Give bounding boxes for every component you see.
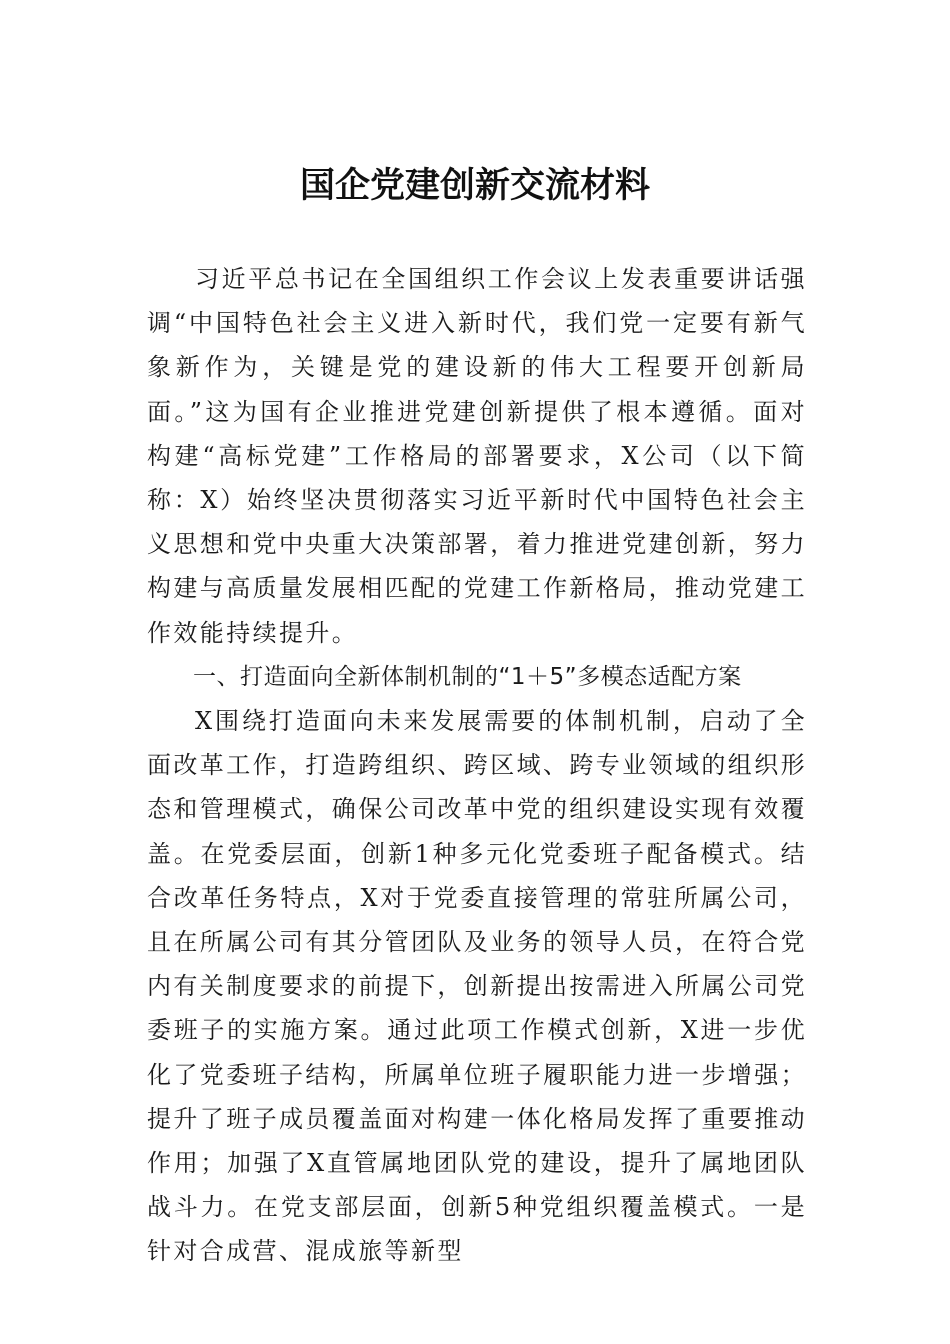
document-body	[147, 257, 807, 1274]
section-heading: 一、打造面向全新体制机制的“1＋5”多模态适配方案	[193, 663, 742, 690]
intro-paragraph: 习近平总书记在全国组织工作会议上发表重要讲话强调“中国特色社会主义进入新时代，我们党一定要有新气象新作为，关键是党的建设新的伟大工程要开创新局面。”这为国有企业推进党建创新提供了根本遵循。面对构建“高标党建”工作格局的部署要求，X公司（以下简称：X）始终坚决贯彻落实习近平新时代中国特色社会主义思想和党中央重大决策部署，着力推进党建创新，努力构建与高质量发展相匹配的党建工作新格局，推动党建工作效能持续提升。	[147, 265, 807, 647]
document-title: 国企党建创新交流材料	[299, 165, 650, 206]
section-paragraph: X围绕打造面向未来发展需要的体制机制，启动了全面改革工作，打造跨组织、跨区域、跨专业领域的组织形态和管理模式，确保公司改革中党的组织建设实现有效覆盖。在党委层面，创新1种多元化党委班子配备模式。结合改革任务特点，X对于党委直接管理的常驻所属公司，且在所属公司有其分管团队及业务的领导人员，在符合党内有关制度要求的前提下，创新提出按需进入所属公司党委班子的实施方案。通过此项工作模式创新，X进一步优化了党委班子结构，所属单位班子履职能力进一步增强；提升了班子成员覆盖面对构建一体化格局发挥了重要推动作用；加强了X直管属地团队党的建设，提升了属地团队战斗力。在党支部层面，创新5种党组织覆盖模式。一是针对合成营、混成旅等新型	[147, 707, 807, 1266]
